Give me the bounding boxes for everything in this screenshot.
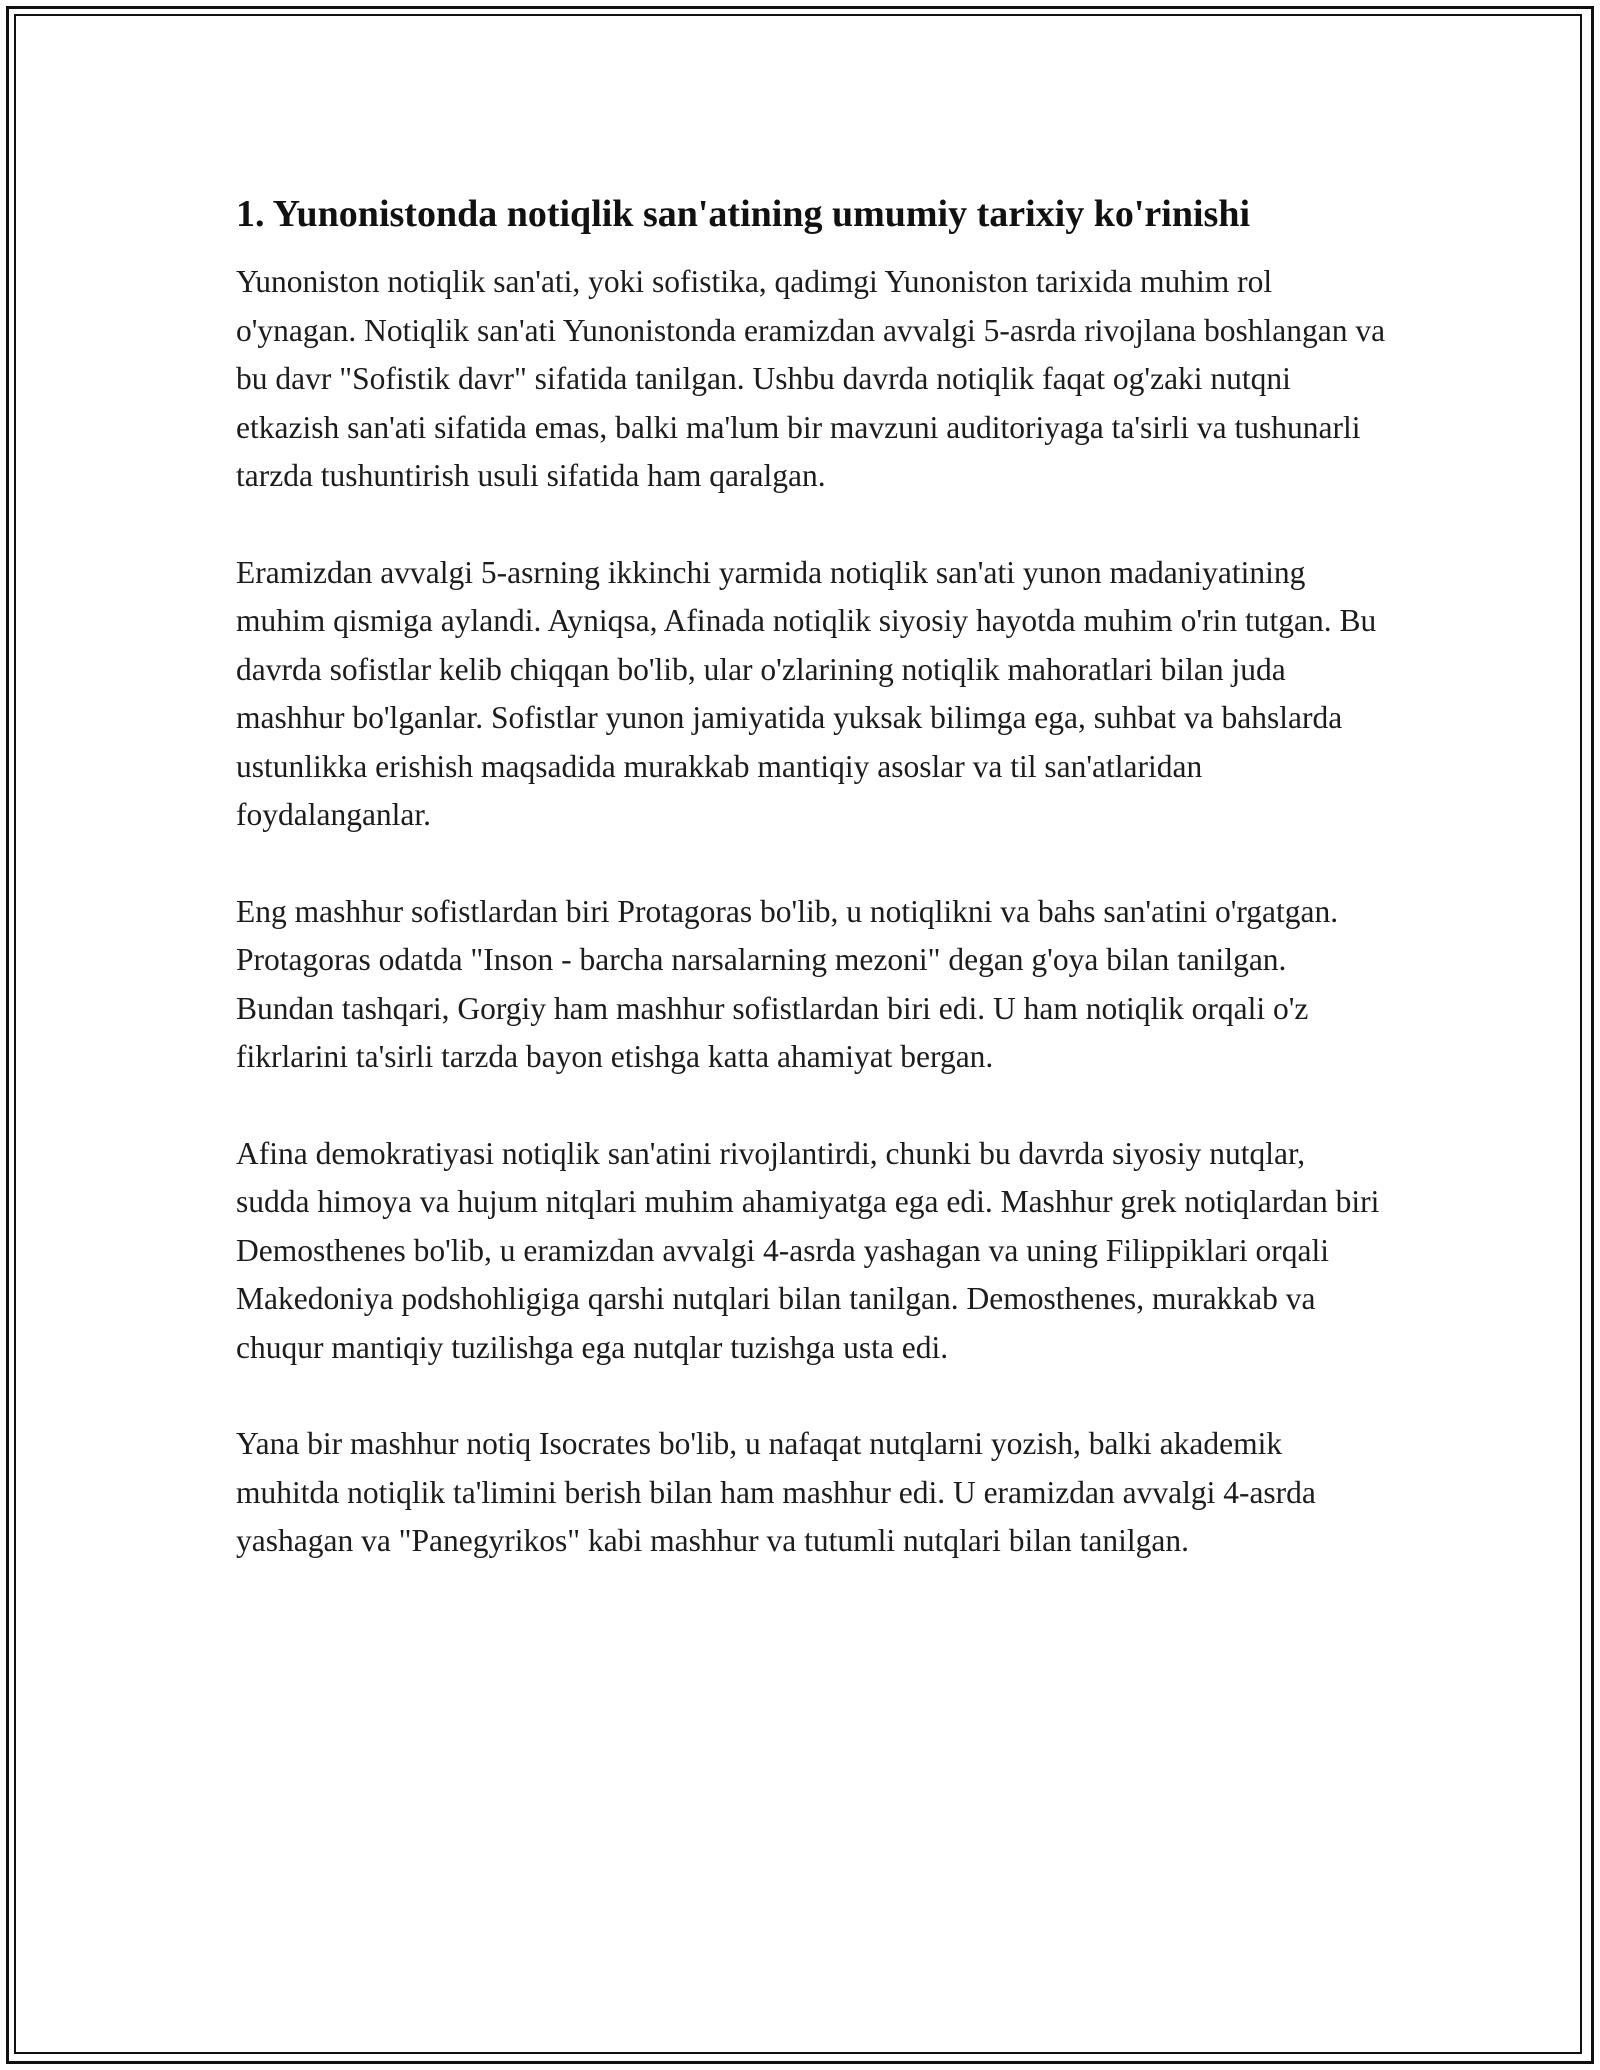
section-heading: 1. Yunonistonda notiqlik san'atining umumiy tarixiy ko'rinishi — [236, 193, 1251, 235]
paragraph-3: Eng mashhur sofistlardan biri Protagoras bo'lib, u notiqlikni va bahs san'atini o'rgatgan. Protagoras odatda "Inson - barcha narsalarning mezoni" degan g'oya bilan tanilgan. Bundan tashqari, Gorgiy ham mashhur sofistlardan biri edi. U ham notiqlik orqali o'z fikrlarini ta'sirli tarzda bayon etishga katta ahamiyat bergan. — [236, 893, 1339, 1074]
paragraph-1: Yunoniston notiqlik san'ati, yoki sofistika, qadimgi Yunoniston tarixida muhim rol o'ynagan. Notiqlik san'ati Yunonistonda eramizdan avvalgi 5-asrda rivojlana boshlangan va bu davr "Sofistik davr" sifatida tanilgan. Ushbu davrda notiqlik faqat og'zaki nutqni etkazish san'ati sifatida emas, balki ma'lum bir mavzuni auditoriyaga ta'sirli va tushunarli tarzda tushuntirish usuli sifatida ham qaralgan. — [236, 264, 1386, 493]
paragraph-4: Afina demokratiyasi notiqlik san'atini rivojlantirdi, chunki bu davrda siyosiy nutqlar, sudda himoya va hujum nitqlari muhim ahamiyatga ega edi. Mashhur grek notiqlardan biri Demosthenes bo'lib, u eramizdan avvalgi 4-asrda yashagan va uning Filippiklari orqali Makedoniya podshohligiga qarshi nutqlari bilan tanilgan. Demosthenes, murakkab va chuqur mantiqiy tuzilishga ega nutqlar tuzishga usta edi. — [236, 1135, 1380, 1365]
paragraph-5: Yana bir mashhur notiq Isocrates bo'lib, u nafaqat nutqlarni yozish, balki akademik muhitda notiqlik ta'limini berish bilan ham mashhur edi. U eramizdan avvalgi 4-asrda yashagan va "Panegyrikos" kabi mashhur va tutumli nutqlari bilan tanilgan. — [236, 1426, 1316, 1558]
document-body — [236, 188, 1386, 1614]
paragraph-2: Eramizdan avvalgi 5-asrning ikkinchi yarmida notiqlik san'ati yunon madaniyatining muhim qismiga aylandi. Ayniqsa, Afinada notiqlik siyosiy hayotda muhim o'rin tutgan. Bu davrda sofistlar kelib chiqqan bo'lib, ular o'zlarining notiqlik mahoratlari bilan juda mashhur bo'lganlar. Sofistlar yunon jamiyatida yuksak bilimga ega, suhbat va bahslarda ustunlikka erishish maqsadida murakkab mantiqiy asoslar va til san'atlaridan foydalanganlar. — [236, 554, 1377, 832]
